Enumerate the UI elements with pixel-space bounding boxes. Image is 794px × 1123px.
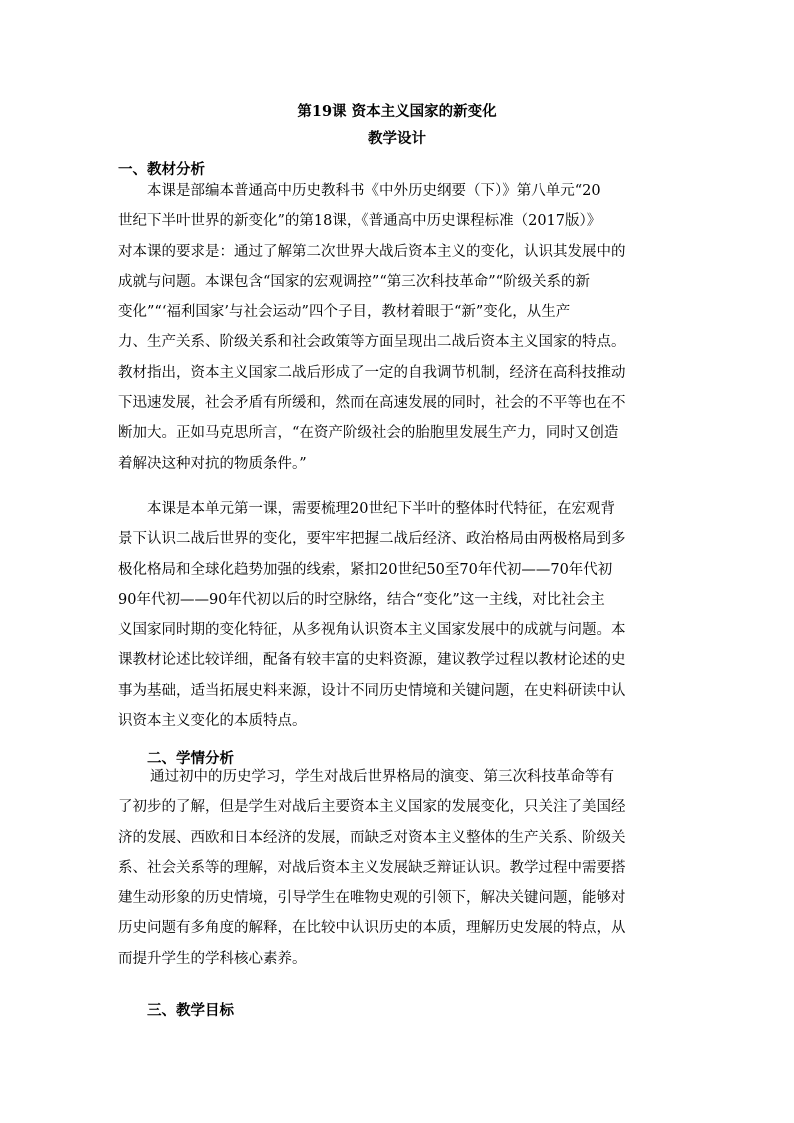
paragraph-1 xyxy=(118,176,678,479)
paragraph-line: 系、社会关系等的理解，对战后资本主义发展缺乏辩证认识。教学过程中需要搭 xyxy=(118,859,626,876)
section-heading-1: 一、教材分析 xyxy=(118,161,205,178)
paragraph-line: 对本课的要求是：通过了解第二次世界大战后资本主义的变化，认识其发展中的 xyxy=(118,243,626,260)
document-title: 第19课 资本主义国家的新变化 xyxy=(297,103,497,120)
paragraph-line: 历史问题有多角度的解释，在比较中认识历史的本质，理解历史发展的特点，从 xyxy=(118,920,626,937)
paragraph-line: 通过初中的历史学习，学生对战后世界格局的演变、第三次科技革命等有 xyxy=(150,769,614,785)
paragraph-line: 事为基础，适当拓展史料来源，设计不同历史情境和关键问题，在史料研读中认 xyxy=(118,682,626,699)
paragraph-line: 本课是部编本普通高中历史教科书《中外历史纲要（下）》第八单元“20 xyxy=(147,183,601,199)
paragraph-line: 义国家同时期的变化特征，从多视角认识资本主义国家发展中的成就与问题。本 xyxy=(118,622,626,639)
paragraph-line: 变化”“‘福利国家’与社会运动”四个子目，教材着眼于“新”变化，从生产 xyxy=(118,304,571,321)
paragraph-line: 成就与问题。本课包含“国家的宏观调控”“第三次科技革命”“阶级关系的新 xyxy=(118,273,591,290)
document-subtitle: 教学设计 xyxy=(368,130,426,147)
paragraph-line: 90年代初——90年代初以后的时空脉络，结合“变化”这一主线，对比社会主 xyxy=(118,591,605,608)
paragraph-line: 着解决这种对抗的物质条件。” xyxy=(118,455,307,472)
paragraph-line: 建生动形象的历史情境，引导学生在唯物史观的引领下，解决关键问题，能够对 xyxy=(118,890,626,907)
paragraph-line: 而提升学生的学科核心素养。 xyxy=(118,950,307,967)
paragraph-line: 力、生产关系、阶级关系和社会政策等方面呈现出二战后资本主义国家的特点。 xyxy=(118,334,626,351)
paragraph-line: 本课是本单元第一课，需要梳理20世纪下半叶的整体时代特征，在宏观背 xyxy=(147,501,615,517)
paragraph-line: 识资本主义变化的本质特点。 xyxy=(118,713,307,730)
paragraph-line: 世纪下半叶世界的新变化”的第18课，《普通高中历史课程标准（2017版）》 xyxy=(118,213,602,230)
paragraph-3 xyxy=(118,762,678,974)
paragraph-line: 教材指出，资本主义国家二战后形成了一定的自我调节机制，经济在高科技推动 xyxy=(118,364,626,381)
section-heading-3: 三、教学目标 xyxy=(147,1002,234,1019)
paragraph-line: 极化格局和全球化趋势加强的线索，紧扣20世纪50至70年代初——70年代初 xyxy=(118,561,613,578)
paragraph-line: 断加大。正如马克思所言，“在资产阶级社会的胎胞里发展生产力，同时又创造 xyxy=(118,425,619,442)
paragraph-line: 济的发展、西欧和日本经济的发展，而缺乏对资本主义整体的生产关系、阶级关 xyxy=(118,829,626,846)
paragraph-line: 了初步的了解，但是学生对战后主要资本主义国家的发展变化，只关注了美国经 xyxy=(118,799,626,816)
paragraph-line: 下迅速发展，社会矛盾有所缓和，然而在高速发展的同时，社会的不平等也在不 xyxy=(118,395,626,412)
section-heading-2: 二、学情分析 xyxy=(147,750,234,767)
paragraph-line: 课教材论述比较详细，配备有较丰富的史料资源，建议教学过程以教材论述的史 xyxy=(118,652,626,669)
paragraph-2 xyxy=(118,494,678,736)
paragraph-line: 景下认识二战后世界的变化，要牢牢把握二战后经济、政治格局由两极格局到多 xyxy=(118,531,626,548)
